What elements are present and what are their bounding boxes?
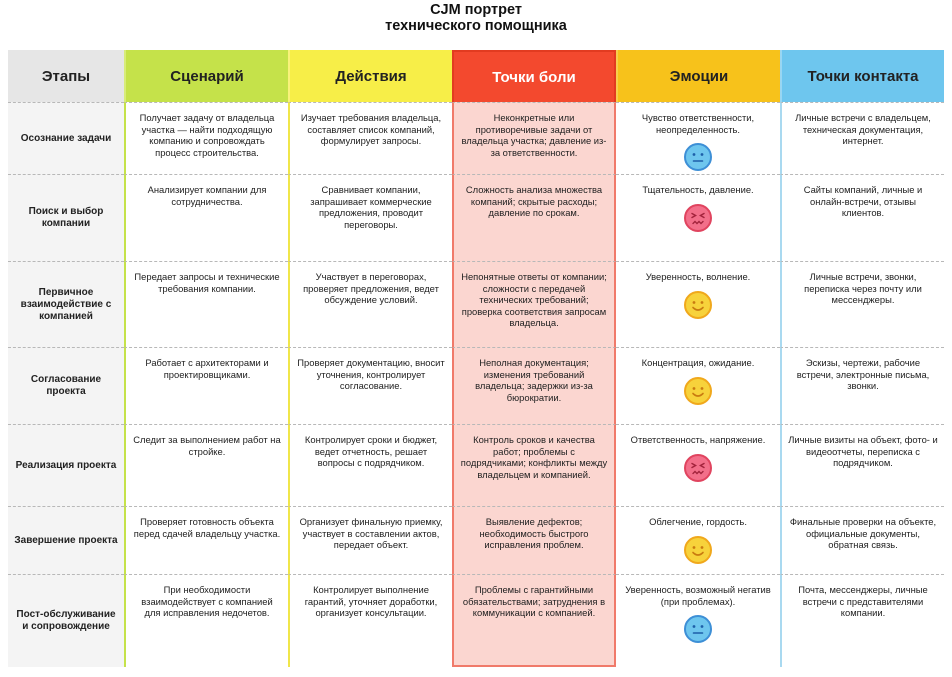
cjm-table [8,50,944,667]
happy-face-icon [684,291,712,319]
title-line-2: технического помощника [385,18,567,34]
touchpoint-cell: Сайты компаний, личные и онлайн-встречи, отзывы клиентов. [780,174,944,261]
stressed-face-icon [684,204,712,232]
scenario-cell: Проверяет готовность объекта перед сдачей владельцу участка. [124,506,288,574]
emotion-text: Ответственность, напряжение. [630,434,766,445]
actions-cell: Проверяет документацию, вносит уточнения, контролирует согласование. [288,347,452,424]
scenario-cell: Следит за выполнением работ на стройке. [124,424,288,506]
scenario-cell: Получает задачу от владельца участка — найти подходящую компанию и сопровождать процесс строительства. [124,102,288,174]
pain-point-cell: Проблемы с гарантийными обязательствами; затруднения в коммуникации с компанией. [452,574,616,667]
emotion-cell [616,261,780,347]
header-pain-points: Точки боли [452,50,616,102]
actions-cell: Участвует в переговорах, проверяет предложения, ведет обсуждение условий. [288,261,452,347]
scenario-cell: Анализирует компании для сотрудничества. [124,174,288,261]
stressed-face-icon [684,454,712,482]
header-scenario: Сценарий [124,50,288,102]
pain-point-cell: Неполная документация; изменения требований владельца; задержки из-за бюрократии. [452,347,616,424]
happy-face-icon [684,377,712,405]
emotion-text: Уверенность, волнение. [645,271,751,282]
title-line-1: CJM портрет [430,2,522,18]
stage-label: Осознание задачи [8,102,124,174]
scenario-cell: Передает запросы и технические требования компании. [124,261,288,347]
header-stages: Этапы [8,50,124,102]
emotion-cell [616,574,780,667]
stage-label: Реализация проекта [8,424,124,506]
page-title [0,2,952,34]
actions-cell: Сравнивает компании, запрашивает коммерческие предложения, проводит переговоры. [288,174,452,261]
stage-label: Завершение проекта [8,506,124,574]
stage-label: Поиск и выбор компании [8,174,124,261]
touchpoint-cell: Финальные проверки на объекте, официальные документы, обратная связь. [780,506,944,574]
stage-label: Пост-обслуживание и сопровождение [8,574,124,667]
neutral-face-icon [684,143,712,171]
touchpoint-cell: Эскизы, чертежи, рабочие встречи, электронные письма, звонки. [780,347,944,424]
happy-face-icon [684,536,712,564]
emotion-cell [616,424,780,506]
pain-point-cell: Контроль сроков и качества работ; проблемы с подрядчиками; конфликты между владельцем и компанией. [452,424,616,506]
neutral-face-icon [684,615,712,643]
scenario-cell: При необходимости взаимодействует с компанией для исправления недочетов. [124,574,288,667]
actions-cell: Контролирует сроки и бюджет, ведет отчетность, решает вопросы с подрядчиком. [288,424,452,506]
touchpoint-cell: Личные встречи с владельцем, техническая документация, интернет. [780,102,944,174]
emotion-cell [616,102,780,174]
emotion-text: Уверенность, возможный негатив (при проблемах). [625,584,771,607]
header-actions: Действия [288,50,452,102]
touchpoint-cell: Личные встречи, звонки, переписка через почту или мессенджеры. [780,261,944,347]
touchpoint-cell: Личные визиты на объект, фото- и видеоотчеты, переписка с подрядчиком. [780,424,944,506]
emotion-text: Концентрация, ожидание. [641,357,755,368]
scenario-cell: Работает с архитекторами и проектировщиками. [124,347,288,424]
header-emotions: Эмоции [616,50,780,102]
actions-cell: Контролирует выполнение гарантий, уточняет доработки, организует консультации. [288,574,452,667]
pain-point-cell: Непонятные ответы от компании; сложности с передачей технических требований; проверка соответствия запросам владельца. [452,261,616,347]
emotion-cell [616,506,780,574]
pain-point-cell: Сложность анализа множества компаний; скрытые расходы; давление по срокам. [452,174,616,261]
actions-cell: Организует финальную приемку, участвует в составлении актов, передает объект. [288,506,452,574]
stage-label: Первичное взаимодействие с компанией [8,261,124,347]
emotion-cell [616,347,780,424]
actions-cell: Изучает требования владельца, составляет список компаний, формулирует запросы. [288,102,452,174]
pain-point-cell: Неконкретные или противоречивые задачи от владельца участка; давление из-за ответственности. [452,102,616,174]
emotion-text: Облегчение, гордость. [649,516,747,527]
header-touchpoints: Точки контакта [780,50,944,102]
emotion-text: Тщательность, давление. [642,184,754,195]
stage-label: Согласование проекта [8,347,124,424]
touchpoint-cell: Почта, мессенджеры, личные встречи с представителями компании. [780,574,944,667]
pain-point-cell: Выявление дефектов; необходимость быстрого исправления проблем. [452,506,616,574]
emotion-cell [616,174,780,261]
emotion-text: Чувство ответственности, неопределенность. [641,112,755,135]
